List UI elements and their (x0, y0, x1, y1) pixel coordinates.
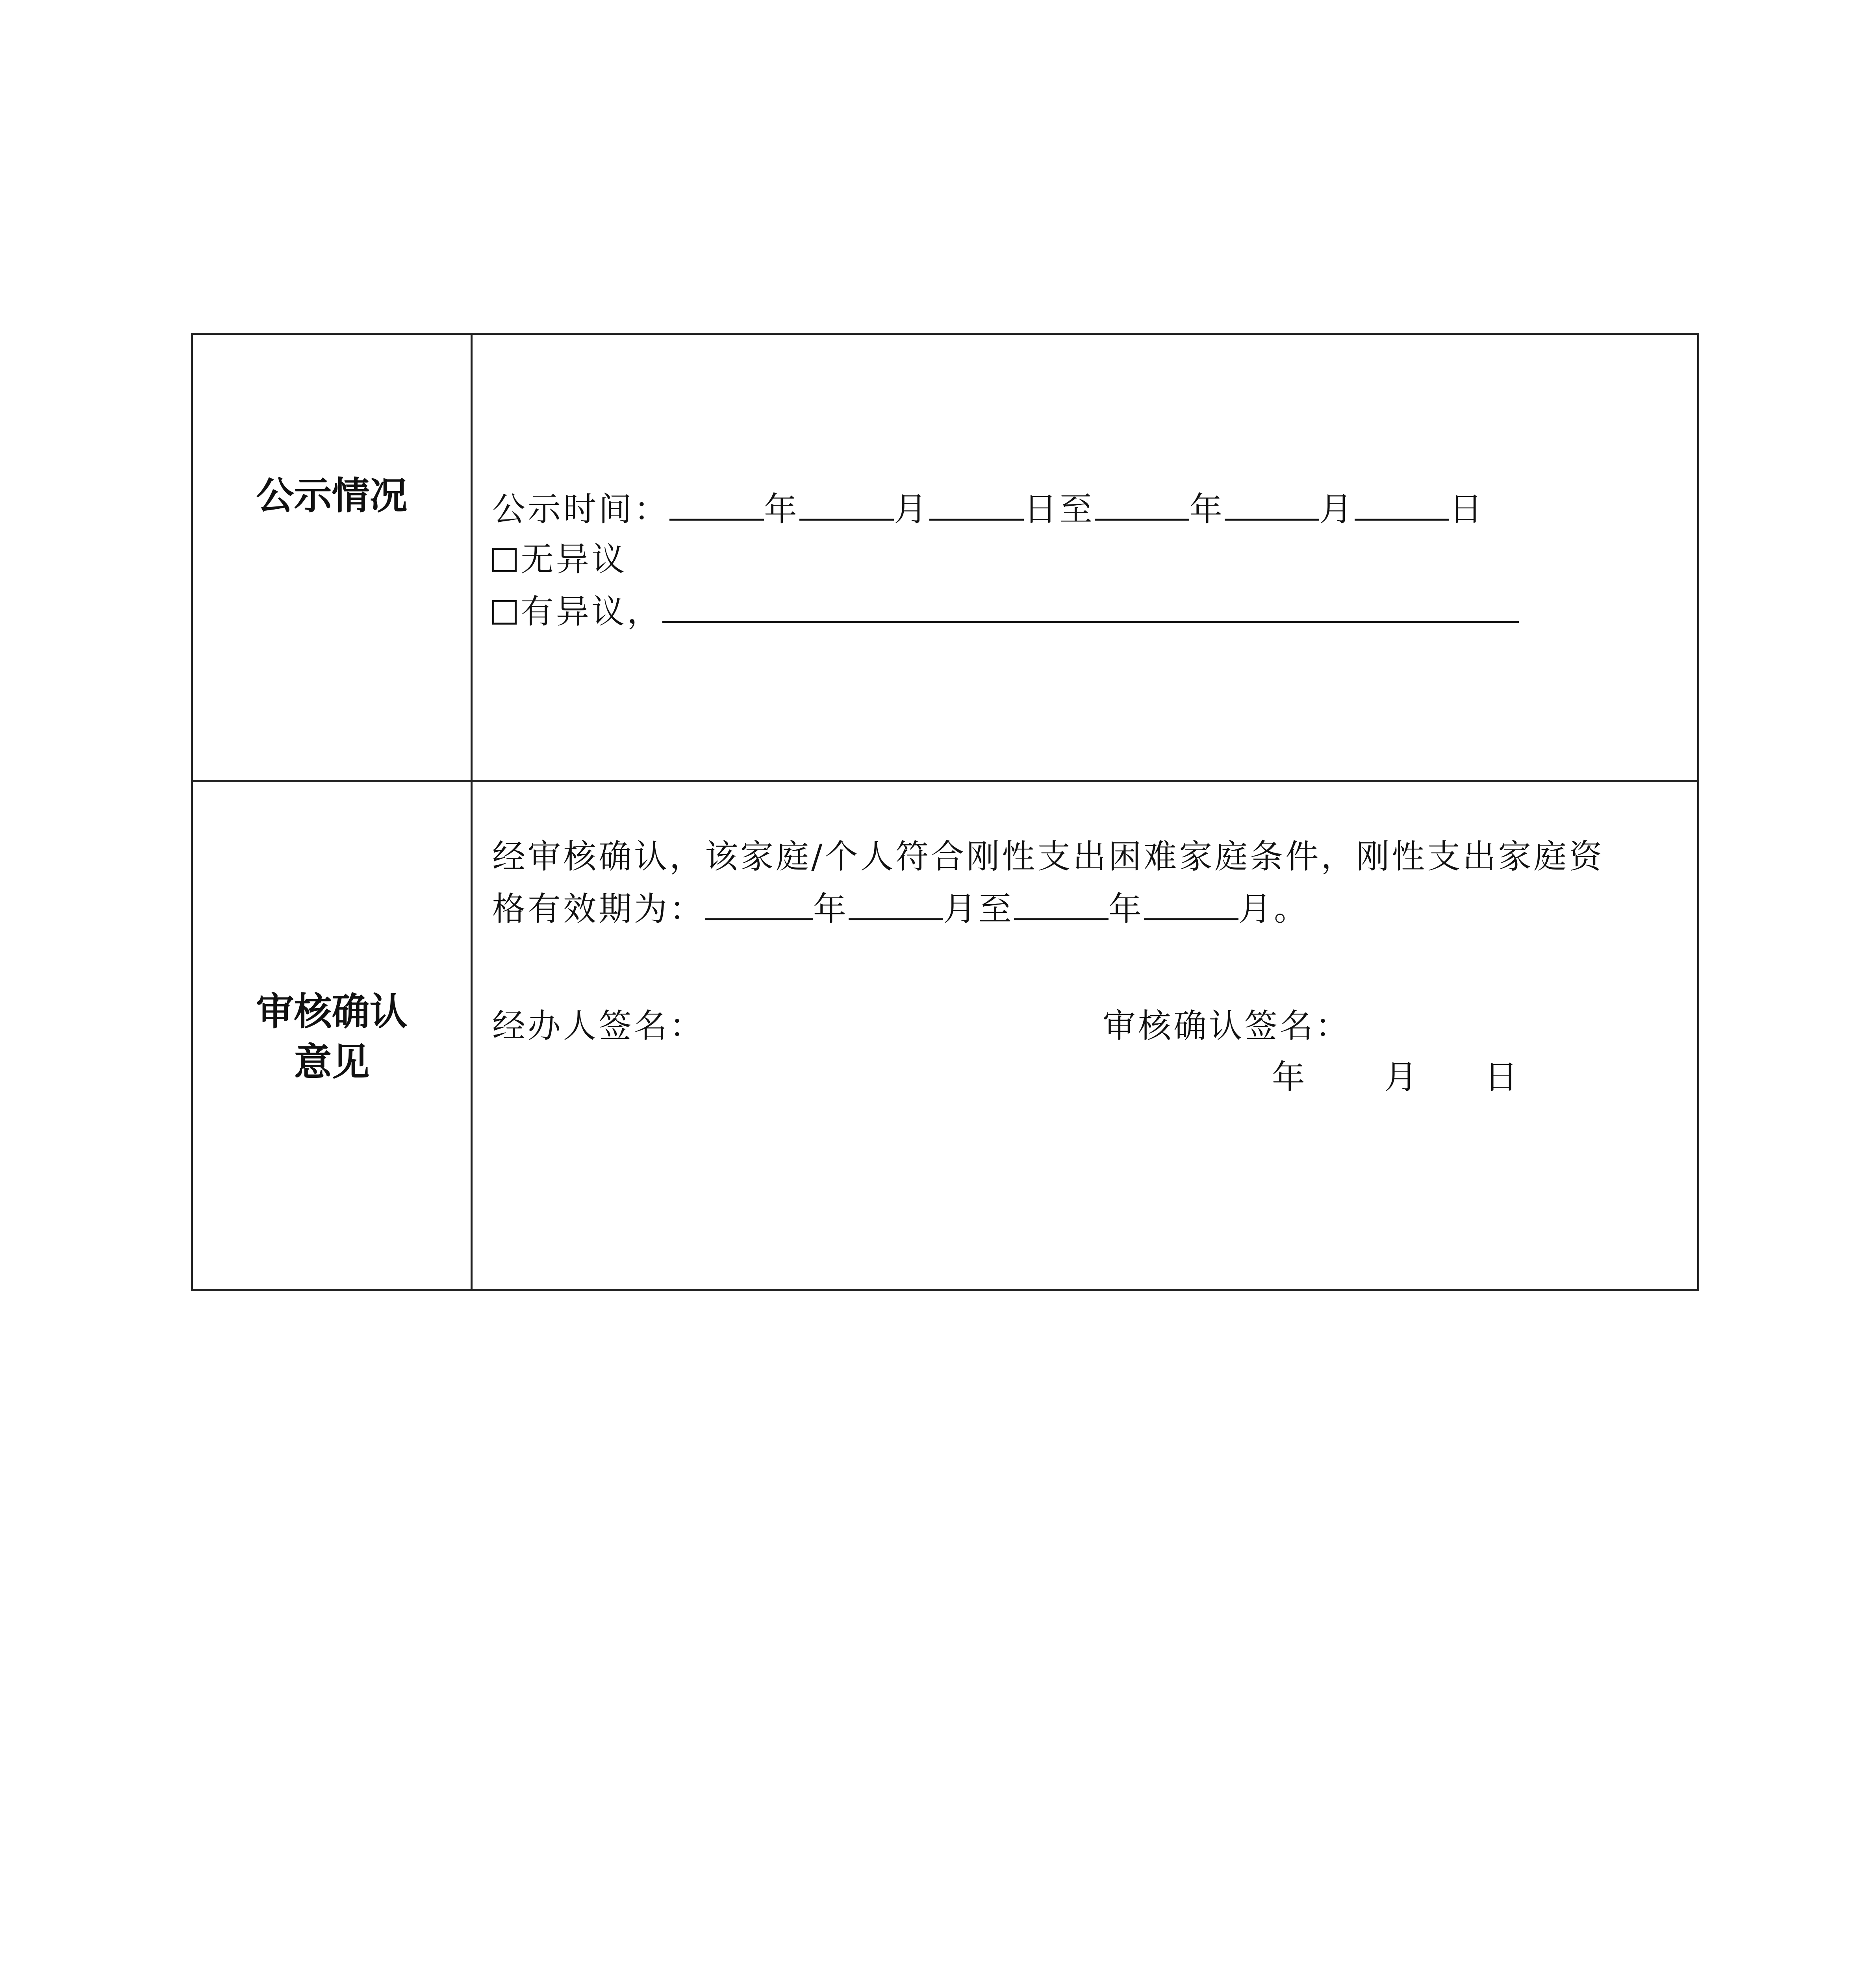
start-month-blank[interactable] (799, 482, 894, 521)
review-label-line2: 意见 (294, 1040, 370, 1084)
review-statement-line2 (492, 882, 1309, 934)
no-objection-checkbox-icon[interactable] (492, 548, 517, 572)
start-month-text: 月 (894, 490, 930, 528)
signature-date-month: 月 (1384, 1058, 1420, 1096)
validity-start-year-text: 年 (813, 890, 849, 928)
objection-detail-blank[interactable] (662, 585, 1519, 623)
form-table (191, 333, 1699, 1291)
row-divider (193, 780, 1697, 782)
end-year-text: 年 (1189, 490, 1225, 528)
signature-date-year: 年 (1272, 1058, 1308, 1096)
validity-prefix: 格有效期为： (492, 890, 705, 928)
validity-end-year-blank[interactable] (1014, 882, 1109, 920)
handler-signature-label: 经办人签名： (492, 1007, 705, 1045)
review-statement-line1: 经审核确认，该家庭/个人符合刚性支出困难家庭条件，刚性支出家庭资 (492, 837, 1605, 876)
no-objection-option[interactable] (492, 534, 627, 585)
end-month-blank[interactable] (1225, 482, 1319, 521)
publicity-time-prefix: 公示时间： (492, 490, 670, 528)
review-label (193, 986, 471, 1087)
start-day-blank[interactable] (929, 482, 1024, 521)
reviewer-signature-label: 审核确认签名： (1103, 1007, 1351, 1045)
publicity-label: 公示情况 (256, 474, 408, 518)
validity-end-year-text: 年 (1109, 890, 1144, 928)
start-day-to-text: 日至 (1024, 490, 1095, 528)
objection-option[interactable] (492, 585, 1519, 637)
no-objection-label: 无异议 (521, 540, 627, 578)
end-year-blank[interactable] (1095, 482, 1189, 521)
start-year-blank[interactable] (669, 482, 764, 521)
end-day-text: 日 (1449, 490, 1485, 528)
start-year-text: 年 (764, 490, 800, 528)
validity-start-month-blank[interactable] (849, 882, 943, 920)
objection-checkbox-icon[interactable] (492, 600, 517, 625)
column-divider (471, 335, 473, 1289)
review-label-line1: 审核确认 (256, 990, 408, 1034)
validity-start-year-blank[interactable] (705, 882, 813, 920)
publicity-time-line (492, 482, 1485, 535)
validity-end-month-blank[interactable] (1144, 882, 1238, 920)
end-day-blank[interactable] (1355, 482, 1449, 521)
validity-month-to-text: 月至 (943, 890, 1014, 928)
validity-month-end-text: 月。 (1238, 890, 1310, 928)
signature-date-day: 日 (1485, 1058, 1520, 1096)
end-month-text: 月 (1319, 490, 1355, 528)
objection-label: 有异议， (521, 592, 663, 631)
